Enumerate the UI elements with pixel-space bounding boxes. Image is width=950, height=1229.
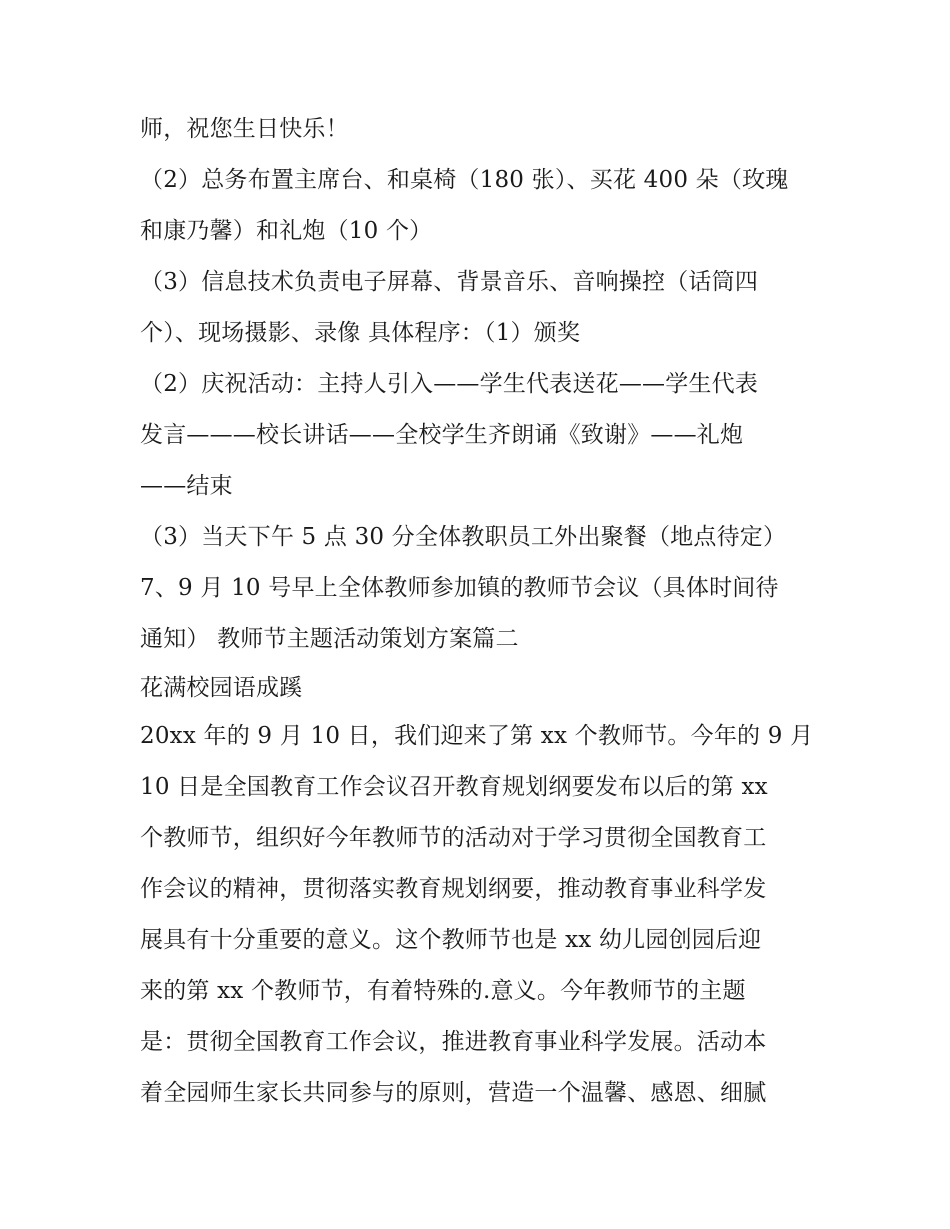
text-line: （3）当天下午 5 点 30 分全体教职员工外出聚餐（地点待定） xyxy=(140,524,787,550)
text-line: 10 日是全国教育工作会议召开教育规划纲要发布以后的第 xx xyxy=(140,774,768,800)
text-line: 来的第 xx 个教师节，有着特殊的.意义。今年教师节的主题 xyxy=(140,978,746,1004)
text-line: （2）总务布置主席台、和桌椅（180 张）、买花 400 朵（玫瑰 xyxy=(140,167,789,193)
text-line: 师，祝您生日快乐！ xyxy=(140,116,349,142)
text-line: 7、9 月 10 号早上全体教师参加镇的教师节会议（具体时间待 xyxy=(140,575,779,601)
text-line: 20xx 年的 9 月 10 日，我们迎来了第 xx 个教师节。今年的 9 月 xyxy=(140,723,814,749)
text-line: 和康乃馨）和礼炮（10 个） xyxy=(140,218,433,244)
section-title: 花满校园语成蹊 xyxy=(140,675,303,701)
text-line: 通知） 教师节主题活动策划方案篇二 xyxy=(140,626,519,652)
text-line: ——结束 xyxy=(140,473,233,499)
text-line: 着全园师生家长共同参与的原则，营造一个温馨、感恩、细腻 xyxy=(140,1080,767,1106)
text-line: 作会议的精神，贯彻落实教育规划纲要，推动教育事业科学发 xyxy=(140,876,767,902)
text-line: （2）庆祝活动：主持人引入——学生代表送花——学生代表 xyxy=(140,371,759,397)
text-line: 个）、现场摄影、录像 具体程序：（1）颁奖 xyxy=(140,320,581,346)
text-line: （3）信息技术负责电子屏幕、背景音乐、音响操控（话筒四 xyxy=(140,269,759,295)
text-line: 发言———校长讲话——全校学生齐朗诵《致谢》——礼炮 xyxy=(140,422,744,448)
text-line: 是：贯彻全国教育工作会议，推进教育事业科学发展。活动本 xyxy=(140,1029,767,1055)
text-line: 展具有十分重要的意义。这个教师节也是 xx 幼儿园创园后迎 xyxy=(140,927,762,953)
document-body xyxy=(140,104,830,1119)
text-line: 个教师节，组织好今年教师节的活动对于学习贯彻全国教育工 xyxy=(140,825,767,851)
